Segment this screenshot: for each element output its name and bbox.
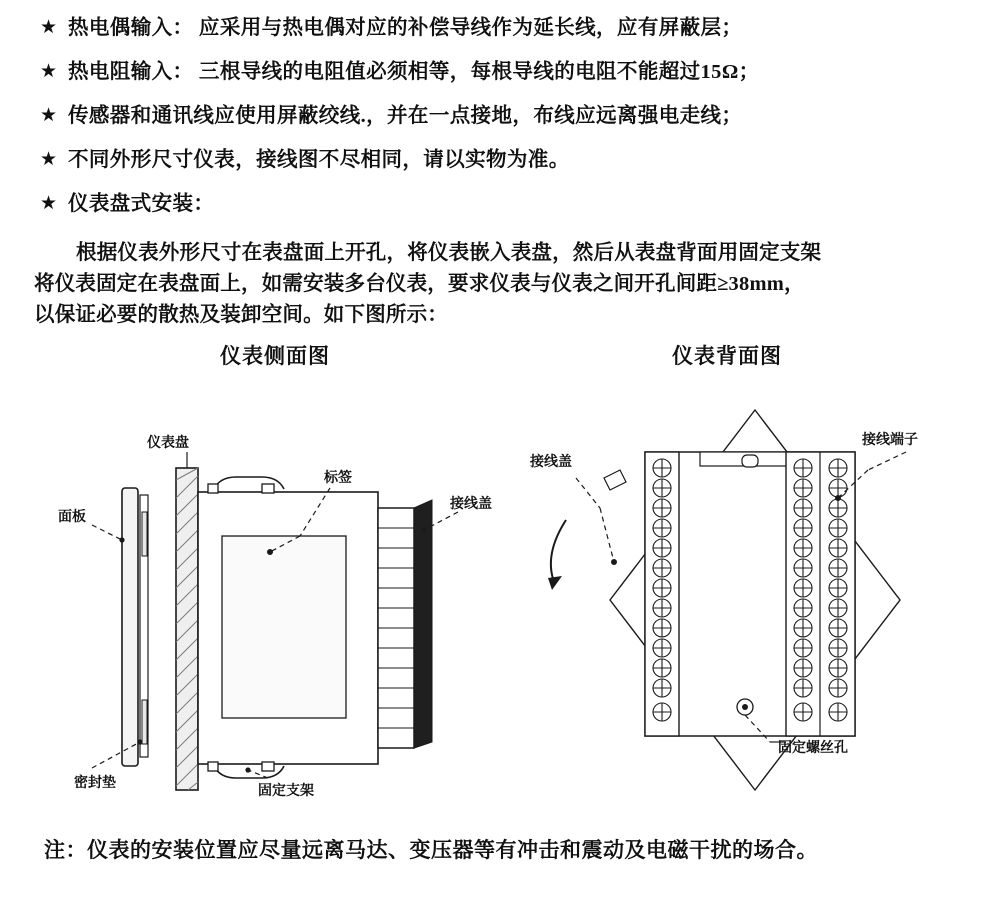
leader-dot-terminal-block	[835, 495, 841, 501]
cover-tab	[604, 470, 626, 490]
leader-terminal-block	[868, 452, 906, 470]
star-icon: ★	[40, 149, 58, 170]
label-sticker	[222, 536, 346, 718]
bracket-foot-top-right	[262, 484, 274, 493]
label-fixing-bracket: 固定支架	[258, 782, 314, 798]
list-item-text: 热电偶输入： 应采用与热电偶对应的补偿导线作为延长线，应有屏蔽层；	[68, 17, 743, 39]
left-figure-side-view	[58, 434, 492, 798]
label-terminal-cover-left: 接线盖	[450, 495, 492, 511]
label-screw-hole: 固定螺丝孔	[778, 739, 848, 755]
label-terminal-block: 接线端子	[862, 431, 918, 447]
bracket-foot-top-left	[208, 484, 218, 493]
rotation-arrow-path	[551, 520, 566, 582]
paragraph-line: 将仪表固定在表盘面上，如需安装多台仪表，要求仪表与仪表之间开孔间距≥38mm，	[34, 273, 805, 295]
leader-terminal-cover-right-2	[600, 508, 614, 562]
list-item-text: 不同外形尺寸仪表，接线图不尽相同，请以实物为准。	[68, 149, 570, 171]
label-front-panel: 面板	[58, 508, 86, 524]
leader-dot-terminal-cover-left	[421, 527, 426, 532]
right-figure-rear-view	[529, 410, 918, 790]
left-figure-caption: 仪表侧面图	[220, 344, 330, 368]
front-panel-shape	[122, 488, 138, 766]
screw-hole-center	[742, 704, 748, 710]
panel-slot-bottom	[142, 700, 147, 744]
rotation-arrow-head	[548, 576, 562, 590]
rear-top-notch	[742, 455, 758, 467]
list-item-text: 热电阻输入： 三根导线的电阻值必须相等，每根导线的电阻不能超过15Ω；	[68, 61, 760, 83]
star-icon: ★	[40, 193, 58, 214]
paragraph-line: 以保证必要的散热及装卸空间。如下图所示：	[34, 304, 448, 326]
leader-terminal-cover-right	[576, 478, 600, 508]
star-icon: ★	[40, 61, 58, 82]
label-label-tag: 标签	[324, 469, 352, 485]
right-figure-caption: 仪表背面图	[672, 344, 782, 368]
leader-dot-terminal-cover-right	[611, 559, 617, 565]
label-panel-board: 仪表盘	[147, 434, 189, 450]
paragraph-line: 根据仪表外形尺寸在表盘面上开孔，将仪表嵌入表盘，然后从表盘背面用固定支架	[76, 242, 822, 264]
label-terminal-cover-right: 接线盖	[530, 453, 572, 469]
bracket-foot-bottom-left	[208, 762, 218, 771]
star-icon: ★	[40, 105, 58, 126]
leader-dot-front-panel	[119, 537, 124, 542]
leader-dot-gasket	[137, 739, 142, 744]
list-item-text: 仪表盘式安装：	[68, 193, 215, 215]
terminal-column-right	[786, 452, 855, 736]
leader-front-panel	[92, 525, 122, 540]
footer-note: 注：仪表的安装位置应尽量远离马达、变压器等有冲击和震动及电磁干扰的场合。	[44, 838, 818, 862]
panel-slot-top	[142, 512, 147, 556]
label-gasket: 密封垫	[74, 774, 116, 790]
panel-board-shape	[176, 468, 198, 790]
terminal-cover-stack	[378, 500, 432, 748]
terminal-column-left	[645, 452, 679, 736]
leader-dot-fixing-bracket	[245, 767, 250, 772]
list-item-text: 传感器和通讯线应使用屏蔽绞线.，并在一点接地，布线应远离强电走线；	[68, 105, 743, 127]
bracket-foot-bottom-right	[262, 762, 274, 771]
leader-dot-label-tag	[267, 549, 273, 555]
star-icon: ★	[40, 17, 58, 38]
